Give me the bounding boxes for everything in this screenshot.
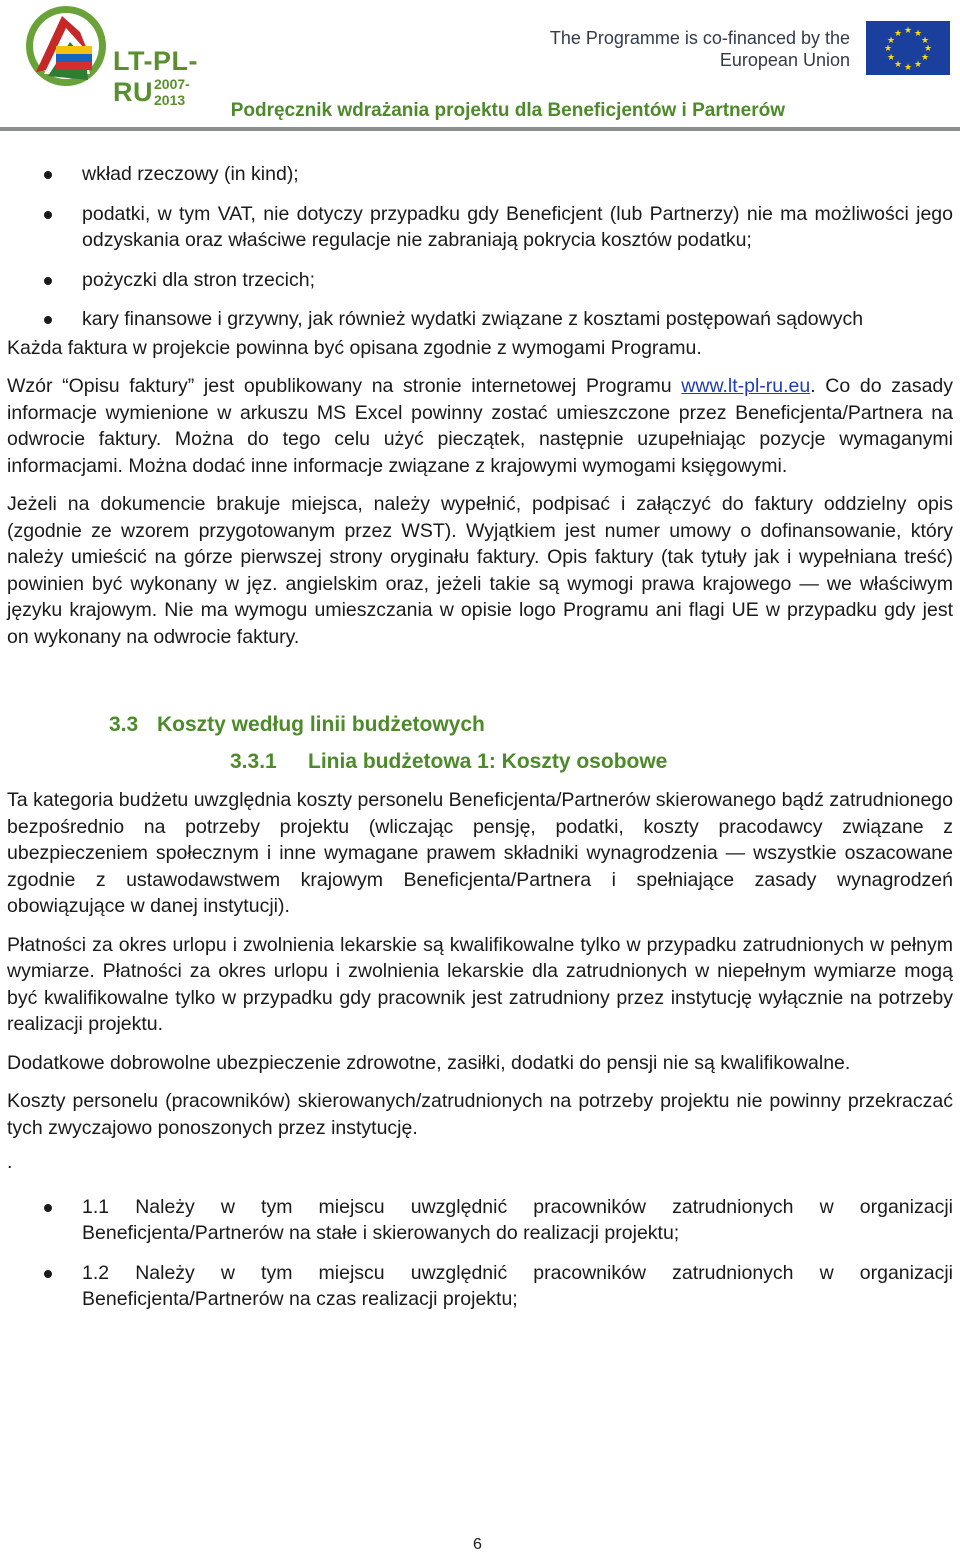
list-item bbox=[7, 1194, 953, 1247]
list-item-text: kary finansowe i grzywny, jak również wydatki związane z kosztami postępowań sądowych bbox=[82, 308, 864, 330]
svg-text:★: ★ bbox=[923, 44, 933, 54]
document-body bbox=[7, 161, 953, 1326]
list-item bbox=[7, 201, 953, 254]
section-title: Koszty według linii budżetowych bbox=[157, 713, 485, 736]
list-item-text: podatki, w tym VAT, nie dotyczy przypadku gdy Beneficjent (lub Partnerzy) nie ma możliwości jego odzyskania oraz właściwe regulacje nie zabraniają pokrycia kosztów podatku; bbox=[82, 202, 953, 251]
paragraph-staff-limits: Koszty personelu (pracowników) skierowanych/zatrudnionych na potrzeby projektu nie powinny przekraczać tych zwyczajowo ponoszonych przez instytucję. bbox=[7, 1090, 953, 1139]
staff-categories-list bbox=[7, 1194, 953, 1313]
list-item bbox=[7, 1260, 953, 1313]
list-item-text: wkład rzeczowy (in kind); bbox=[82, 163, 299, 185]
subsection-heading bbox=[230, 749, 953, 776]
svg-text:★: ★ bbox=[903, 26, 913, 36]
paragraph-staff-costs: Ta kategoria budżetu uwzględnia koszty personelu Beneficjenta/Partnerów skierowanego bądź zatrudnionego bezpośrednio na potrzeby projektu (wliczając pensję, podatki, koszty pracodawcy związane z ubezpieczeniem społecznym i inne wymagane prawem składniki wynagrodzenia — wszystkie oszacowane zgodnie z ustawodawstwem krajowym Beneficjenta/Partnera i spełniające zasady wynagrodzeń obowiązujące w danej instytucji). bbox=[7, 789, 953, 917]
svg-text:★: ★ bbox=[893, 60, 903, 70]
bullet-icon bbox=[44, 211, 52, 219]
ineligible-costs-list bbox=[7, 161, 953, 333]
svg-text:★: ★ bbox=[903, 63, 913, 73]
paragraph-additional-insurance: Dodatkowe dobrowolne ubezpieczenie zdrowotne, zasiłki, dodatki do pensji nie są kwalifikowalne. bbox=[7, 1051, 851, 1074]
section-number: 3.3 bbox=[109, 713, 139, 736]
handbook-title: Podręcznik wdrażania projektu dla Beneficjentów i Partnerów bbox=[230, 100, 785, 121]
paragraph-leave-payments: Płatności za okres urlopu i zwolnienia lekarskie są kwalifikowalne tylko w przypadku zatrudnionych w pełnym wymiarze. Płatności za okres urlopu i zwolnienia lekarskie dla zatrudnionych w niepełnym wymiarze mogą być kwalifikowalne tylko w przypadku gdy pracownik jest zatrudniony przez instytucję wyłącznie na potrzeby realizacji projektu. bbox=[7, 933, 953, 1035]
logo-text: LT-PL-RU bbox=[113, 46, 198, 107]
svg-text:★: ★ bbox=[913, 29, 923, 39]
stray-dot: . bbox=[7, 1151, 13, 1173]
bullet-icon bbox=[44, 1270, 52, 1278]
list-item-text: pożyczki dla stron trzecich; bbox=[82, 268, 316, 291]
bullet-icon bbox=[44, 277, 52, 285]
paragraph-missing-space: Jeżeli na dokumencie brakuje miejsca, należy wypełnić, podpisać i załączyć do faktury oddzielny opis (zgodnie ze wzorem przygotowanym przez WST). Wyjątkiem jest numer umowy o dofinansowanie, który należy umieścić na górze pierwszej strony oryginału faktury. Opis faktury (tak tytuły jak i wypełniana treść) powinien być wykonany w jęz. angielskim oraz, jeżeli takie są wymogi prawa krajowego — we właściwym języku krajowym. Nie ma wymogu umieszczania w opisie logo Programu ani flagi UE w przypadku gdy jest on wykonany na odwrocie faktury. bbox=[7, 493, 953, 648]
svg-text:★: ★ bbox=[886, 36, 896, 46]
subsection-number: 3.3.1 bbox=[230, 749, 277, 773]
paragraph-invoice-template bbox=[7, 373, 953, 479]
list-item-text: 1.2 Należy w tym miejscu uwzględnić pracowników zatrudnionych w organizacji Beneficjenta/Partnerów na czas realizacji projektu; bbox=[82, 1261, 953, 1310]
subsection-title: Linia budżetowa 1: Koszty osobowe bbox=[308, 749, 668, 773]
svg-text:★: ★ bbox=[893, 29, 903, 39]
paragraph-text: Wzór “Opisu faktury” jest opublikowany na stronie internetowej Programu bbox=[7, 375, 682, 397]
eu-line-2: European Union bbox=[719, 50, 850, 70]
page-number: 6 bbox=[473, 1536, 482, 1553]
section-heading bbox=[109, 712, 953, 739]
svg-text:★: ★ bbox=[920, 36, 930, 46]
paragraph-text: . Co do zasady informacje wymienione w arkuszu MS Excel powinny zostać umieszczone przez Beneficjenta/Partnera na odwrocie faktury. Można do tego celu użyć pieczątek, następnie uzupełniając pozycje wymaganymi informacjami. Można dodać inne informacje związane z krajowymi wymogami księgowymi. bbox=[7, 375, 954, 477]
list-item bbox=[7, 306, 953, 333]
eu-line-1: The Programme is co-financed by the bbox=[549, 28, 850, 48]
svg-text:★: ★ bbox=[913, 60, 923, 70]
programme-website-link[interactable]: www.lt-pl-ru.eu bbox=[681, 375, 811, 397]
list-item bbox=[7, 161, 953, 188]
eu-cofinancing-text bbox=[550, 27, 850, 71]
bullet-icon bbox=[44, 1204, 52, 1212]
header-divider bbox=[0, 127, 960, 131]
paragraph-invoice-description: Każda faktura w projekcie powinna być opisana zgodnie z wymogami Programu. bbox=[7, 336, 702, 359]
eu-flag-icon bbox=[866, 21, 950, 75]
bullet-icon bbox=[44, 171, 52, 179]
bullet-icon bbox=[44, 316, 52, 324]
svg-text:★: ★ bbox=[920, 53, 930, 63]
page-header bbox=[0, 0, 960, 135]
list-item-text: 1.1 Należy w tym miejscu uwzględnić pracowników zatrudnionych w organizacji Beneficjenta/Partnerów na stałe i skierowanych do realizacji projektu; bbox=[82, 1195, 953, 1244]
svg-text:★: ★ bbox=[886, 53, 896, 63]
programme-logo bbox=[22, 2, 212, 108]
svg-text:★: ★ bbox=[883, 44, 893, 54]
list-item bbox=[7, 267, 953, 294]
logo-years: 2007-2013 bbox=[154, 76, 190, 108]
